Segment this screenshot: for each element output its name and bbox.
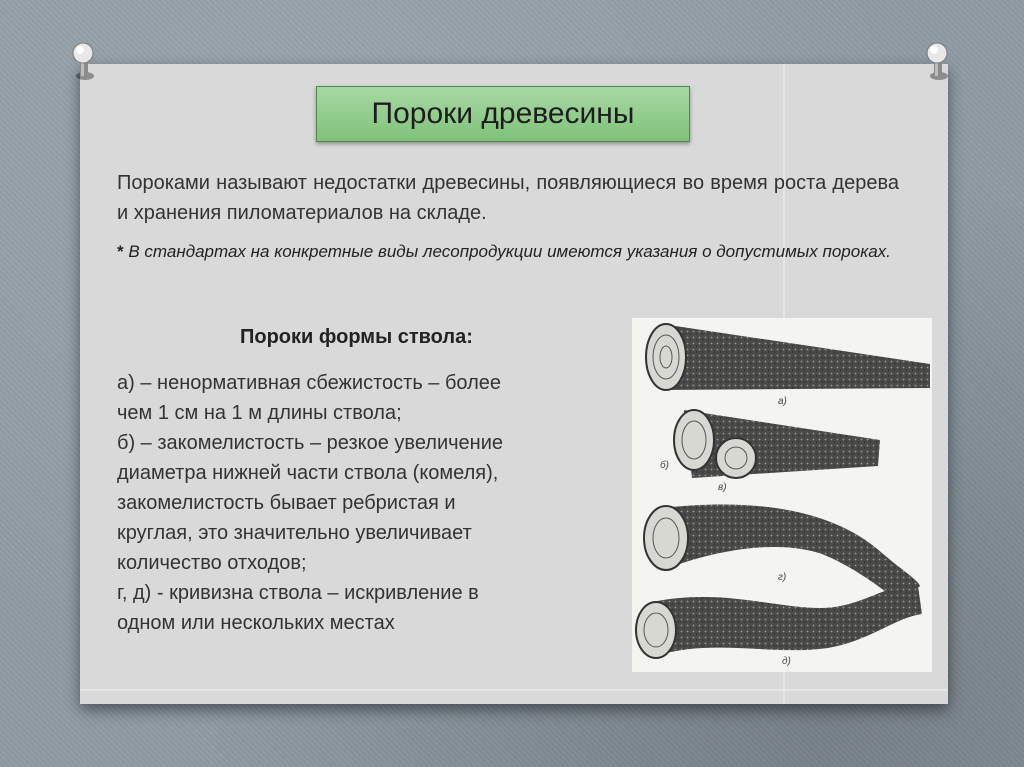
note-paragraph (117, 238, 899, 265)
slide-title: Пороки древесины (371, 97, 635, 130)
defect-line: одном или нескольких местах (117, 612, 395, 634)
label-g: г) (778, 572, 787, 583)
defect-line: диаметра нижней части ствола (комеля), (117, 462, 499, 484)
defect-line: а) – ненормативная сбежистость – более (117, 372, 502, 394)
slide-title-box (316, 86, 690, 142)
pushpin-left-icon (68, 42, 98, 82)
trunk-b-v-image (660, 410, 880, 493)
defects-list (117, 368, 625, 638)
defect-line: чем 1 см на 1 м длины ствола; (117, 402, 402, 424)
trunk-a-image (646, 324, 930, 407)
note-text: В стандартах на конкретные виды лесопродукции имеются указания о допустимых пороках. (128, 242, 891, 261)
defect-line: закомелистость бывает ребристая и (117, 492, 456, 514)
label-d: д) (782, 656, 791, 667)
intro-paragraph: Пороками называют недостатки древесины, появляющиеся во время роста дерева и хранения пиломатериалов на складе. (117, 172, 899, 224)
note-asterisk: * (117, 242, 124, 261)
section-title: Пороки формы ствола: (240, 326, 473, 348)
label-a: а) (778, 396, 787, 407)
label-b: б) (660, 460, 669, 471)
defect-line: б) – закомелистость – резкое увеличение (117, 432, 504, 454)
defect-line: г, д) - кривизна ствола – искривление в (117, 582, 479, 604)
pushpin-right-icon (922, 42, 952, 82)
defect-line: количество отходов; (117, 552, 307, 574)
trunk-g-image (644, 504, 920, 603)
trunk-d-image (636, 585, 922, 667)
label-v: в) (718, 482, 727, 493)
trunk-defects-illustration (632, 318, 932, 672)
defect-line: круглая, это значительно увеличивает (117, 522, 472, 544)
